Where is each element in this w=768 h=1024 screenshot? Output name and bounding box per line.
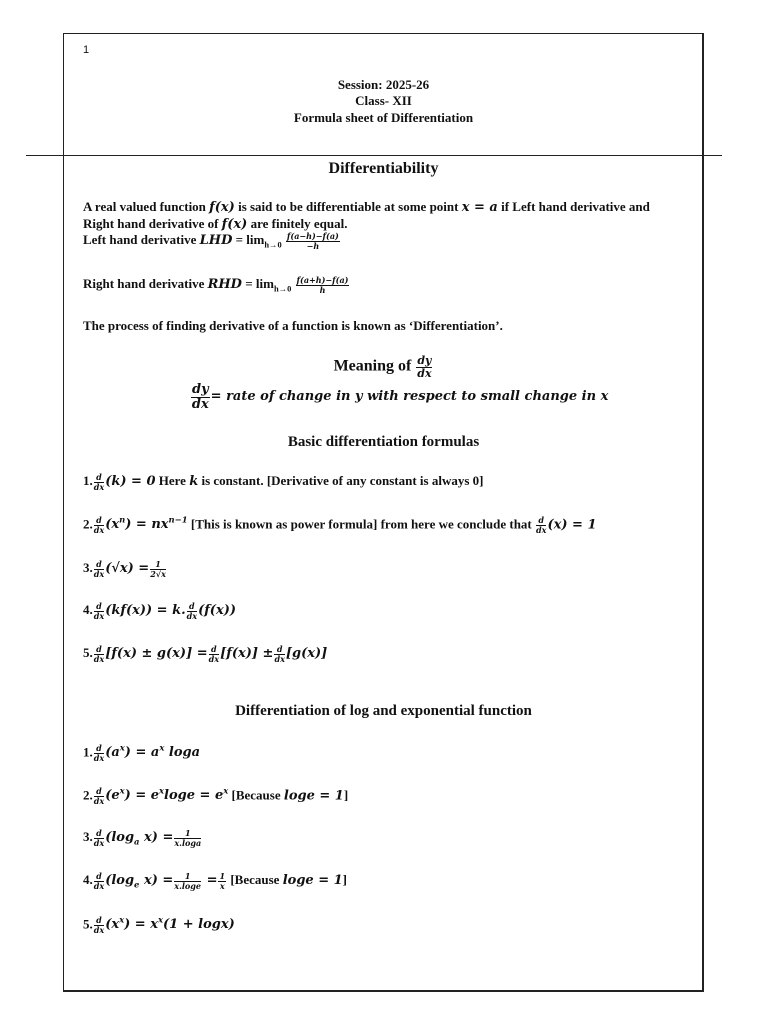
rhd-formula: Right hand derivative RHD = $\lim_{h\to 0}$ $\frac{f(a+h)-f(a)}{h}$ <box>83 275 349 295</box>
session-line: Session: 2025-26 <box>337 77 430 92</box>
formula-log-base-e: 4. $\frac{d}{dx}$ ($\log_e$ x) = $\frac{1}{x.\log e}$ = $\frac{1}{x}$ [Because loge = 1] <box>83 871 348 891</box>
sheet-title: Formula sheet of Differentiation <box>293 110 474 125</box>
formula-constant-multiple: 4. $\frac{d}{dx}$ (kf(x)) = k. $\frac{d}{dx}$ (f(x)) <box>83 601 237 621</box>
formula-sum-difference: 5. $\frac{d}{dx}$ [f(x) ± g(x)] = $\frac{d}{dx}$ [f(x)] ± $\frac{d}{dx}$ [g(x)] <box>83 644 328 664</box>
lhd-formula: Left hand derivative LHD = $\lim_{h\to 0}$ $\frac{f(a-h)-f(a)}{-h}$ <box>83 231 339 251</box>
differentiability-definition-line1: A real valued function f(x) is said to be differentiable at some point x = a if Left hand derivative and <box>83 199 650 215</box>
formula-x-power-x: 5. $\frac{d}{dx}$ $(x^x) = x^x(1 + \log x)$ <box>83 915 235 935</box>
page-number: 1 <box>83 44 90 56</box>
formula-log-base-a: 3. $\frac{d}{dx}$ ($\log_a$ x) = $\frac{1}{x.\log a}$ <box>83 828 202 848</box>
differentiability-heading: Differentiability <box>328 160 439 177</box>
class-line: Class- XII <box>355 93 412 108</box>
meaning-definition: $\frac{dy}{dx}$ = rate of change in y with respect to small change in x <box>191 382 609 412</box>
formula-power: 2. $\frac{d}{dx}$ $(x^n) = nx^{n-1}$ [This is known as power formula] from here we conclude that $\frac{d}{dx}$ (x) = 1 <box>83 515 597 535</box>
formula-a-power-x: 1. $\frac{d}{dx}$ $(a^x) = a^x$ loga <box>83 743 201 763</box>
formula-e-power-x: 2. $\frac{d}{dx}$ $(e^x) = e^x\log e = e^x$ [Because loge = 1] <box>83 786 349 806</box>
horizontal-rule <box>26 155 722 156</box>
formula-constant: 1. $\frac{d}{dx}$ (k) = 0 Here k is constant. [Derivative of any constant is always 0] <box>83 472 484 492</box>
log-exp-heading: Differentiation of log and exponential function <box>235 703 532 719</box>
differentiability-definition-line2: Right hand derivative of f(x) are finitely equal. <box>83 216 348 232</box>
meaning-heading: Meaning of $\frac{dy}{dx}$ <box>333 354 432 380</box>
formula-sqrt: 3. $\frac{d}{dx}$ (√x) = $\frac{1}{2√x}$ <box>83 559 166 579</box>
basic-formulas-heading: Basic differentiation formulas <box>287 434 480 450</box>
differentiation-process: The process of finding derivative of a function is known as ‘Differentiation’. <box>83 318 503 333</box>
